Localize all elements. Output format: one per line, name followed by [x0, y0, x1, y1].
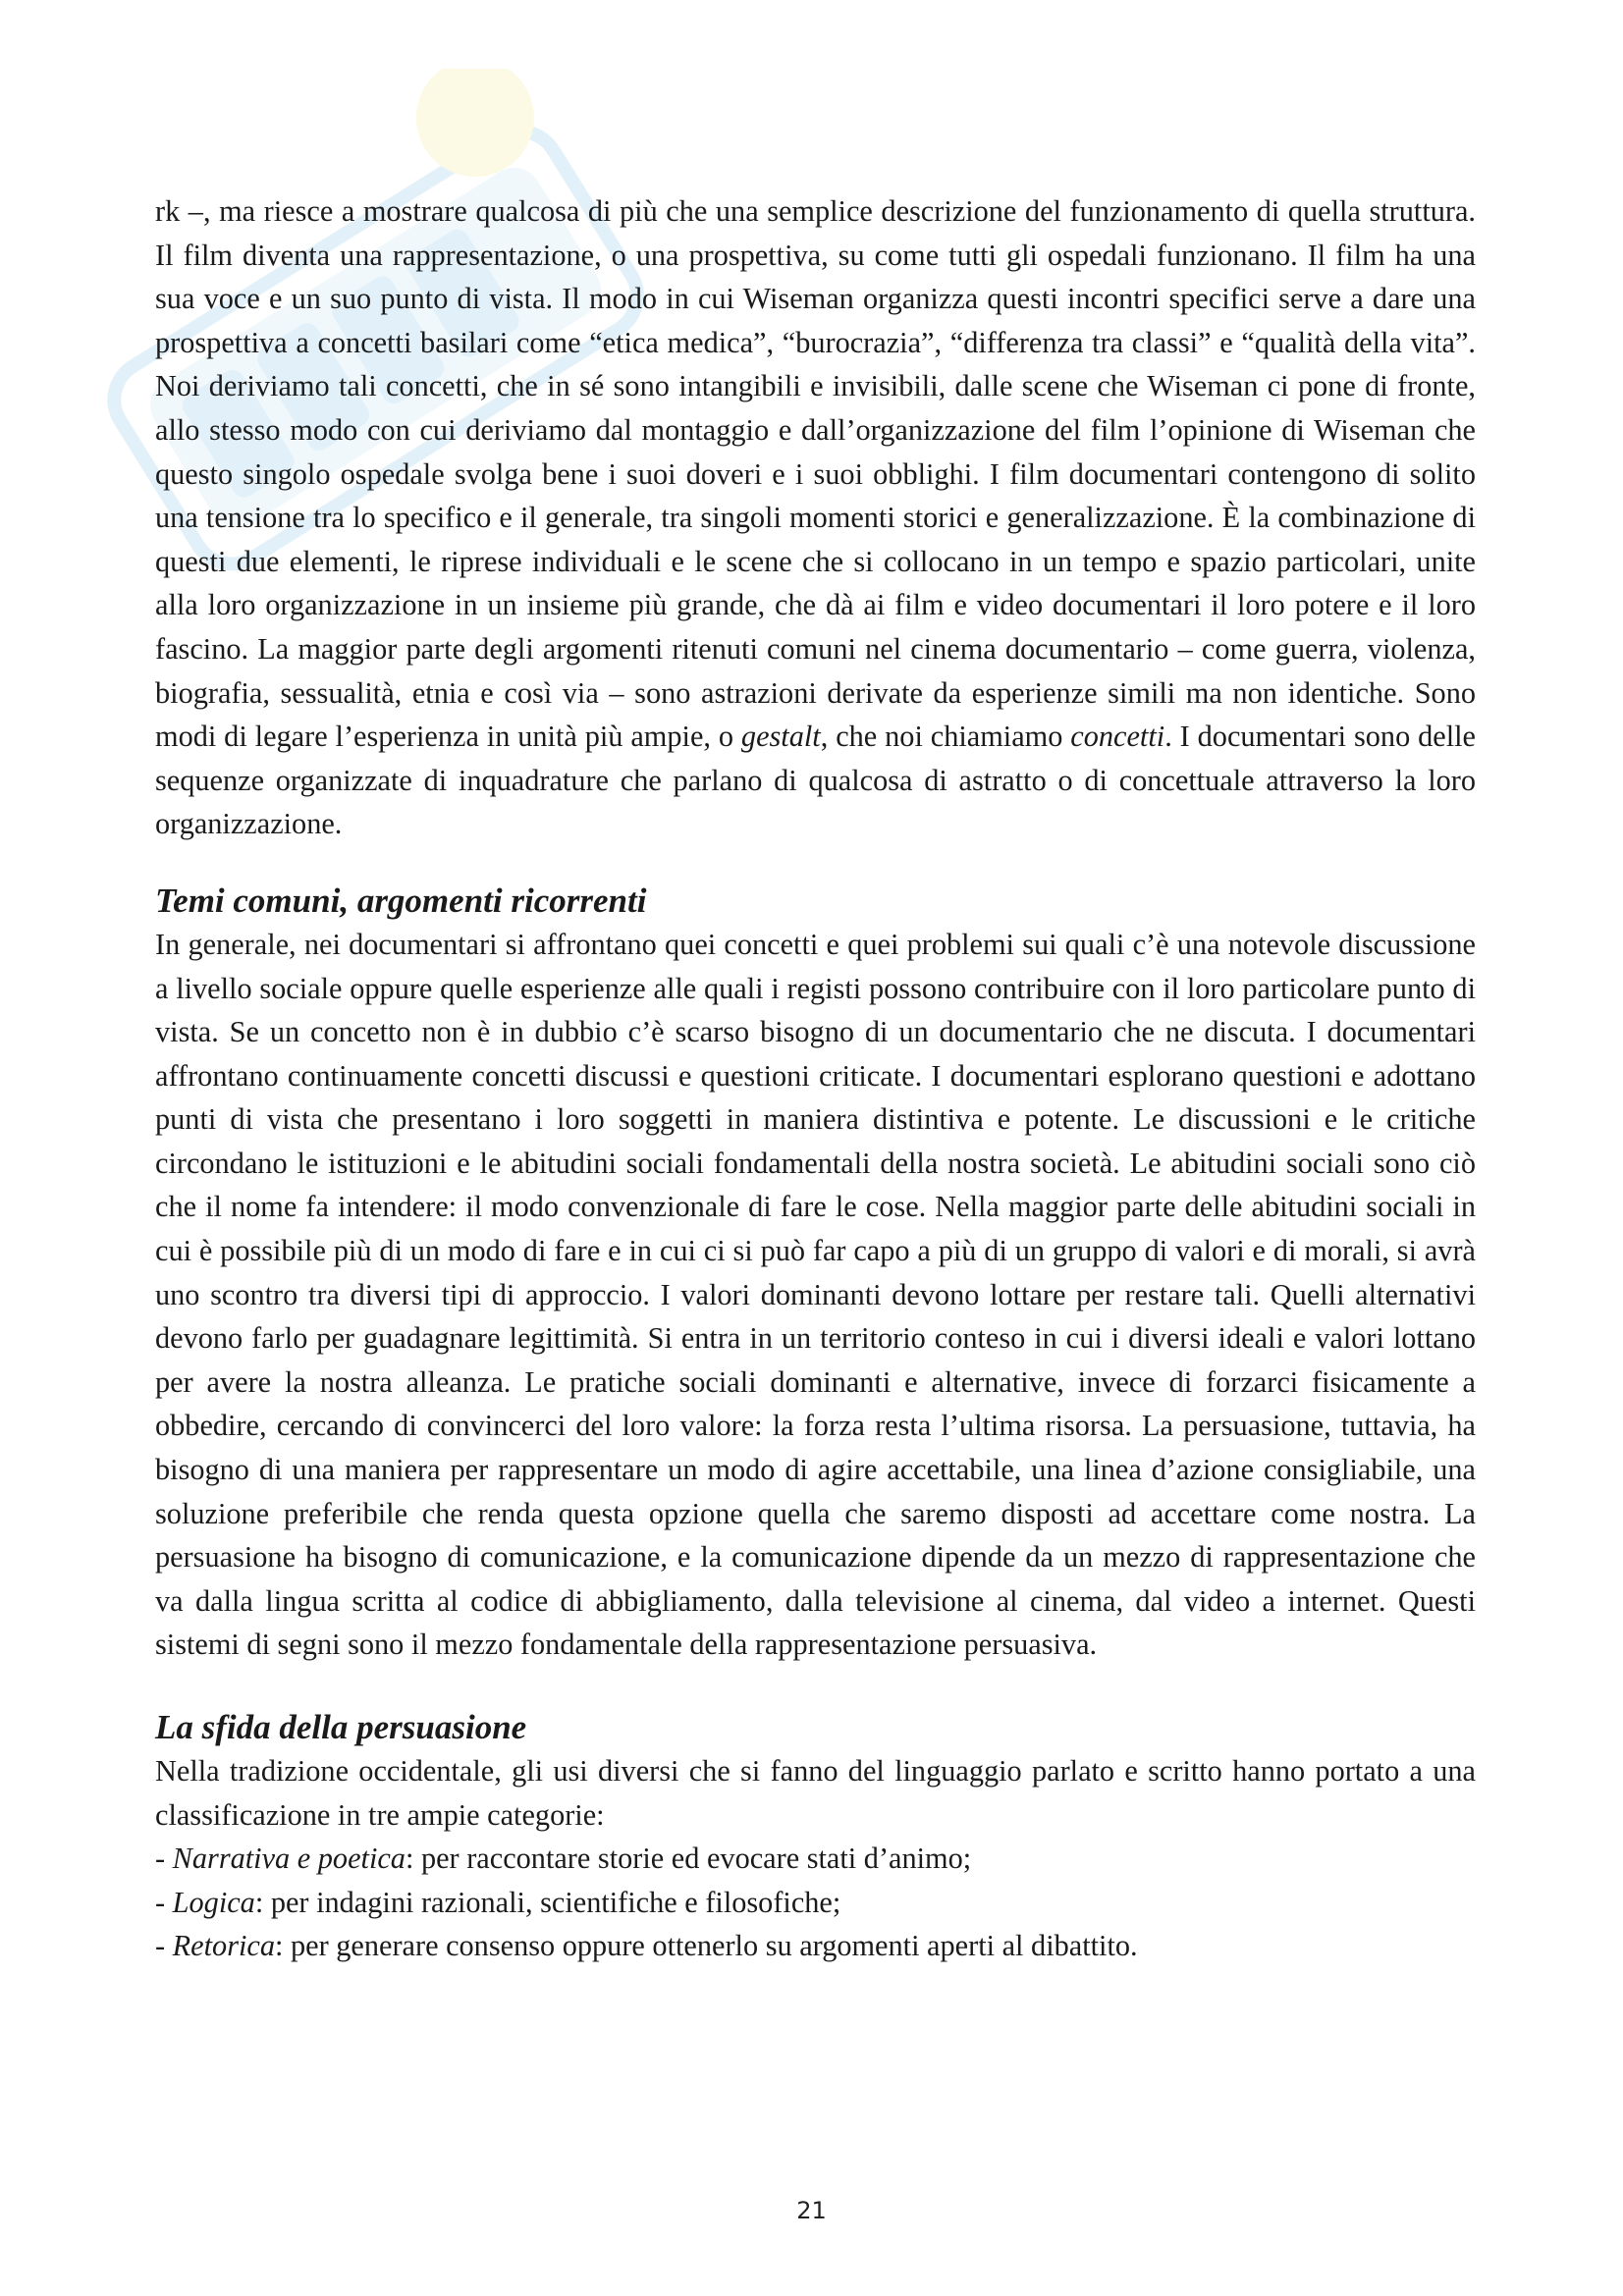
paragraph-2: In generale, nei documentari si affrontano quei concetti e quei problemi sui quali c’è una notevole discussione a livello sociale oppure quelle esperienze alle quali i registi possono contribuire con il loro particolare punto di vista. Se un concetto non è in dubbio c’è scarso bisogno di un documentario che ne discuta. I documentari affrontano continuamente concetti discussi e questioni criticate. I documentari esplorano questioni e adottano punti di vista che presentano i loro soggetti in maniera distintiva e potente. Le discussioni e le critiche circondano le istituzioni e le abitudini sociali fondamentali della nostra società. Le abitudini sociali sono ciò che il nome fa intendere: il modo convenzionale di fare le cose. Nella maggior parte delle abitudini sociali in cui è possibile più di un modo di fare e in cui ci si può far capo a più di un gruppo di valori e di morali, si avrà uno scontro tra diversi tipi di approccio. I valori dominanti devono lottare per restare tali. Quelli alternativi devono farlo per guadagnare legittimità. Si entra in un territorio conteso in cui i diversi ideali e valori lottano per avere la nostra alleanza. Le pratiche sociali dominanti e alternative, invece di forzarci fisicamente a obbedire, cercando di convincerci del loro valore: la forza resta l’ultima risorsa. La persuasione, tuttavia, ha bisogno di una maniera per rappresentare un modo di agire accettabile, una linea d’azione consigliabile, una soluzione preferibile che renda questa opzione quella che saremo disposti ad accettare come nostra. La persuasione ha bisogno di comunicazione, e la comunicazione dipende da un mezzo di rappresentazione che va dalla lingua scritta al codice di abbigliamento, dalla televisione al cinema, dal video a internet. Questi sistemi di segni sono il mezzo fondamentale della rappresentazione persuasiva.	[155, 927, 1476, 1662]
page-number: 21	[796, 2197, 827, 2224]
list-item-logica: - Logica: per indagini razionali, scientifiche e filosofiche;	[155, 1885, 841, 1919]
paragraph-1-text-a: rk –, ma riesce a mostrare qualcosa di più che una semplice descrizione del funzionamento di quella struttura. Il film diventa una rappresentazione, o una prospettiva, su come tutti gli ospedali funzionano. Il film ha una sua voce e un suo punto di vista. Il modo in cui Wiseman organizza questi incontri specifici serve a dare una prospettiva a concetti basilari come “etica medica”, “burocrazia”, “differenza tra classi” e “qualità della vita”. Noi deriviamo tali concetti, che in sé sono intangibili e invisibili, dalle scene che Wiseman ci pone di fronte, allo stesso modo con cui deriviamo dal montaggio e dall’organizzazione del film l’opinione di Wiseman che questo singolo ospedale svolga bene i suoi doveri e i suoi obblighi. I film documentari contengono di solito una tensione tra lo specifico e il generale, tra singoli momenti storici e generalizzazione. È la combinazione di questi due elementi, le riprese individuali e le scene che si collocano in un tempo e spazio particolari, unite alla loro organizzazione in un insieme più grande, che dà ai film e video documentari il loro potere e il loro fascino. La maggior parte degli argomenti ritenuti comuni nel cinema documentario – come guerra, violenza, biografia, sessualità, etnia e così via – sono astrazioni derivate da esperienze simili ma non identiche. Sono modi di legare l’esperienza in unità più ampie, o	[155, 194, 1476, 754]
term-concetti: concetti	[1070, 720, 1165, 754]
list-term: Narrativa e poetica	[172, 1842, 406, 1876]
page-body	[155, 189, 1476, 1968]
section-heading-temi-comuni: Temi comuni, argomenti ricorrenti	[155, 881, 647, 920]
list-item-retorica: - Retorica: per generare consenso oppure ottenerlo su argomenti aperti al dibattito.	[155, 1929, 1138, 1963]
list-term: Logica	[172, 1885, 255, 1919]
list-desc: : per indagini razionali, scientifiche e filosofiche;	[254, 1885, 841, 1919]
list-term: Retorica	[172, 1929, 275, 1963]
paragraph-3: Nella tradizione occidentale, gli usi diversi che si fanno del linguaggio parlato e scritto hanno portato a una classificazione in tre ampie categorie:	[155, 1754, 1476, 1832]
paragraph-1-text-c: . I documentari sono delle sequenze organizzate di inquadrature che parlano di qualcosa di astratto o di concettuale attraverso la loro organizzazione.	[155, 720, 1477, 841]
list-item-narrativa: - Narrativa e poetica: per raccontare storie ed evocare stati d’animo;	[155, 1842, 972, 1876]
list-desc: : per raccontare storie ed evocare stati d’animo;	[405, 1842, 972, 1876]
paragraph-1	[155, 189, 1476, 846]
term-gestalt: gestalt	[740, 720, 821, 754]
section-heading-sfida-persuasione: La sfida della persuasione	[155, 1708, 527, 1746]
list-desc: : per generare consenso oppure ottenerlo su argomenti aperti al dibattito.	[275, 1929, 1138, 1963]
paragraph-1-text-b: , che noi chiamiamo	[820, 720, 1071, 754]
